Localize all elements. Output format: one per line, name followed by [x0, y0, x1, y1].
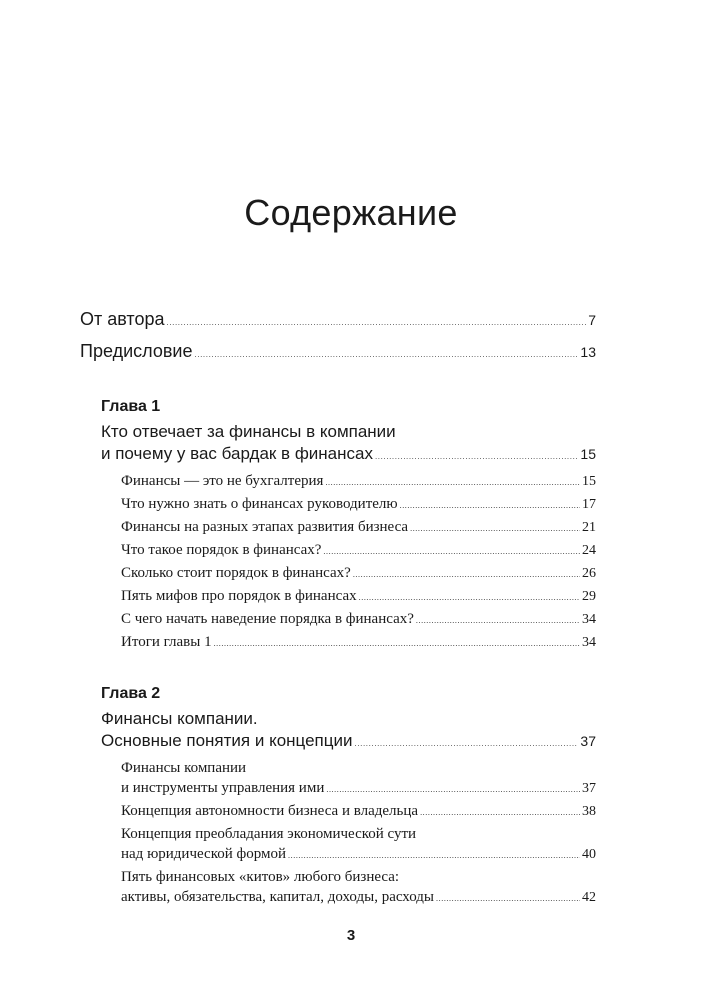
dot-leader	[375, 452, 578, 461]
toc-entry-label: Пять мифов про порядок в финансах	[121, 588, 357, 604]
toc-entry-page: 37	[580, 733, 596, 749]
toc-entry-first-line: Пять финансовых «китов» любого бизнеса:	[121, 869, 400, 885]
dot-leader	[288, 851, 580, 860]
dot-leader	[436, 894, 580, 903]
dot-leader	[325, 478, 580, 487]
toc-entry-label: Что такое порядок в финансах?	[121, 542, 322, 558]
toc-entry-section[interactable]	[121, 611, 596, 628]
toc-entry-chapter-2[interactable]	[101, 731, 596, 751]
toc-entry-page: 7	[588, 312, 596, 328]
dot-leader	[326, 785, 580, 794]
toc-entry-page: 38	[582, 804, 596, 819]
toc-entry-label: над юридической формой	[121, 846, 287, 862]
toc-entry-page: 15	[582, 474, 596, 489]
toc-entry-section[interactable]	[121, 542, 596, 559]
toc-entry-chapter-1[interactable]	[101, 444, 596, 464]
toc-entry-section[interactable]	[121, 846, 596, 863]
toc-entry-page: 26	[582, 566, 596, 581]
toc-entry-section[interactable]	[121, 780, 596, 797]
toc-entry-page: 40	[582, 847, 596, 862]
toc-entry-label: Финансы на разных этапах развития бизнеса	[121, 519, 409, 535]
chapter-1-label: Глава 1	[101, 398, 161, 415]
dot-leader	[167, 318, 587, 327]
toc-entry-section[interactable]	[121, 803, 596, 820]
toc-entry-preface[interactable]	[80, 341, 596, 362]
toc-entry-page: 15	[580, 446, 596, 462]
toc-entry-first-line: Концепция преобладания экономической сути	[121, 826, 417, 842]
toc-entry-section[interactable]	[121, 473, 596, 490]
dot-leader	[420, 808, 580, 817]
toc-entry-page: 17	[582, 497, 596, 512]
toc-entry-section[interactable]	[121, 565, 596, 582]
toc-entry-section[interactable]	[121, 588, 596, 605]
toc-entry-page: 24	[582, 543, 596, 558]
toc-entry-section[interactable]	[121, 634, 596, 651]
toc-entry-label: Финансы — это не бухгалтерия	[121, 473, 324, 489]
toc-entry-label: и инструменты управления ими	[121, 780, 325, 796]
toc-entry-page: 13	[580, 344, 596, 360]
page-number: 3	[346, 927, 356, 944]
toc-entry-label: Что нужно знать о финансах руководителю	[121, 496, 398, 512]
toc-entry-page: 34	[582, 612, 596, 627]
toc-entry-label: Итоги главы 1	[121, 634, 212, 650]
dot-leader	[194, 350, 578, 359]
toc-entry-section[interactable]	[121, 889, 596, 906]
toc-entry-page: 37	[582, 781, 596, 796]
toc-entry-label: Предисловие	[80, 341, 193, 361]
toc-entry-section[interactable]	[121, 519, 596, 536]
dot-leader	[214, 639, 580, 648]
chapter-2-label: Глава 2	[101, 685, 161, 702]
dot-leader	[323, 547, 580, 556]
toc-entry-label: активы, обязательства, капитал, доходы, расходы	[121, 889, 435, 905]
toc-entry-first-line: Финансы компании	[121, 760, 247, 776]
dot-leader	[416, 616, 580, 625]
toc-entry-label: Сколько стоит порядок в финансах?	[121, 565, 351, 581]
toc-entry-page: 42	[582, 890, 596, 905]
toc-entry-label: С чего начать наведение порядка в финансах?	[121, 611, 414, 627]
dot-leader	[353, 570, 580, 579]
toc-entry-label: Основные понятия и концепции	[101, 731, 353, 750]
toc-entry-page: 21	[582, 520, 596, 535]
dot-leader	[400, 501, 580, 510]
toc-entry-section[interactable]	[121, 496, 596, 513]
toc-entry-label: От автора	[80, 309, 165, 329]
chapter-2-title-line1: Финансы компании.	[101, 709, 258, 728]
dot-leader	[354, 739, 578, 748]
chapter-1-title-line1: Кто отвечает за финансы в компании	[101, 422, 396, 441]
dot-leader	[410, 524, 580, 533]
toc-entry-label: Концепция автономности бизнеса и владельца	[121, 803, 419, 819]
page-title: Содержание	[244, 192, 458, 233]
toc-entry-from-author[interactable]	[80, 309, 596, 330]
dot-leader	[359, 593, 580, 602]
toc-entry-page: 34	[582, 635, 596, 650]
toc-entry-page: 29	[582, 589, 596, 604]
toc-entry-label: и почему у вас бардак в финансах	[101, 444, 373, 463]
